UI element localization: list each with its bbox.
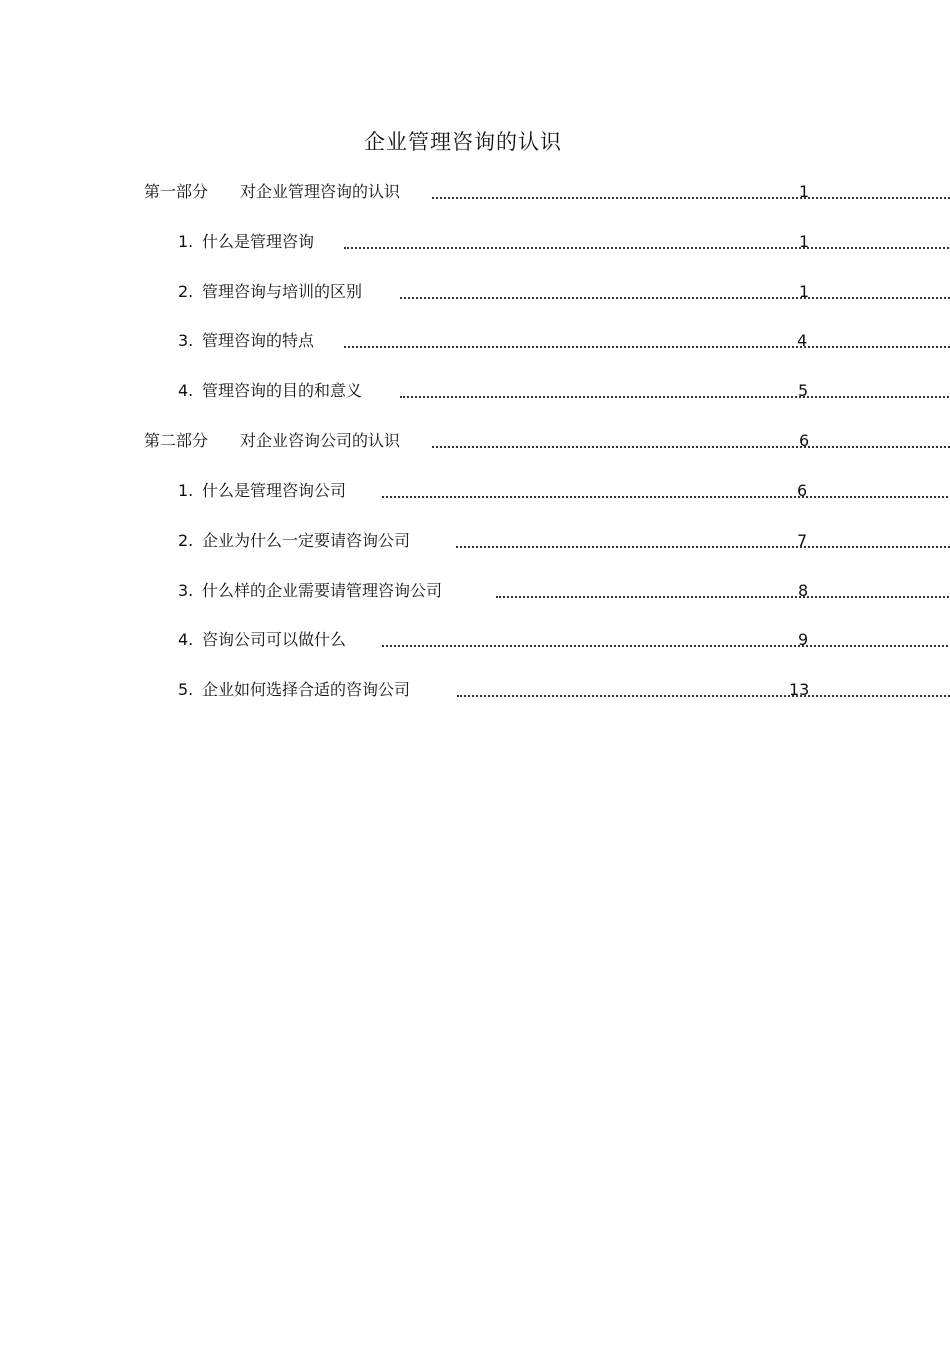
toc-prefix: 1. [178,232,194,251]
dot-leader [400,297,950,299]
toc-page-number: 8 [798,581,809,600]
dot-leader [400,396,950,398]
toc-page-number: 1 [799,232,810,251]
toc-page-number: 1 [799,182,810,201]
toc-prefix: 第二部分 [144,431,209,450]
toc-page-number: 1 [799,282,810,301]
dot-leader [344,346,950,348]
dot-leader [432,197,950,199]
toc-prefix: 2. [178,282,194,301]
toc-prefix: 1. [178,481,194,500]
toc-label: 对企业咨询公司的认识 [240,431,401,450]
toc-page-number: 9 [798,630,809,649]
toc-prefix: 5. [178,680,194,699]
toc-label: 企业为什么一定要请咨询公司 [202,531,411,550]
toc-prefix: 第一部分 [144,182,209,201]
toc-label: 咨询公司可以做什么 [202,630,347,649]
dot-leader [344,247,950,249]
toc-prefix: 4. [178,381,194,400]
toc-label: 什么样的企业需要请管理咨询公司 [202,581,443,600]
toc-label: 对企业管理咨询的认识 [240,182,401,201]
toc-prefix: 3. [178,331,194,350]
toc-prefix: 2. [178,531,194,550]
toc-prefix: 3. [178,581,194,600]
toc-label: 什么是管理咨询公司 [202,481,347,500]
dot-leader [456,546,950,548]
document-title: 企业管理咨询的认识 [364,130,562,154]
toc-label: 管理咨询与培训的区别 [202,282,363,301]
toc-page-number: 6 [799,431,810,450]
toc-prefix: 4. [178,630,194,649]
toc-label: 什么是管理咨询 [202,232,315,251]
dot-leader [496,596,950,598]
toc-page-number: 13 [789,680,810,699]
dot-leader [457,695,950,697]
toc-page-number: 5 [798,381,809,400]
toc-label: 企业如何选择合适的咨询公司 [202,680,411,699]
dot-leader [382,645,950,647]
toc-label: 管理咨询的目的和意义 [202,381,363,400]
toc-label: 管理咨询的特点 [202,331,315,350]
toc-page-number: 6 [797,481,808,500]
toc-page-number: 7 [797,531,808,550]
dot-leader [382,496,950,498]
dot-leader [432,446,950,448]
toc-page-number: 4 [797,331,808,350]
